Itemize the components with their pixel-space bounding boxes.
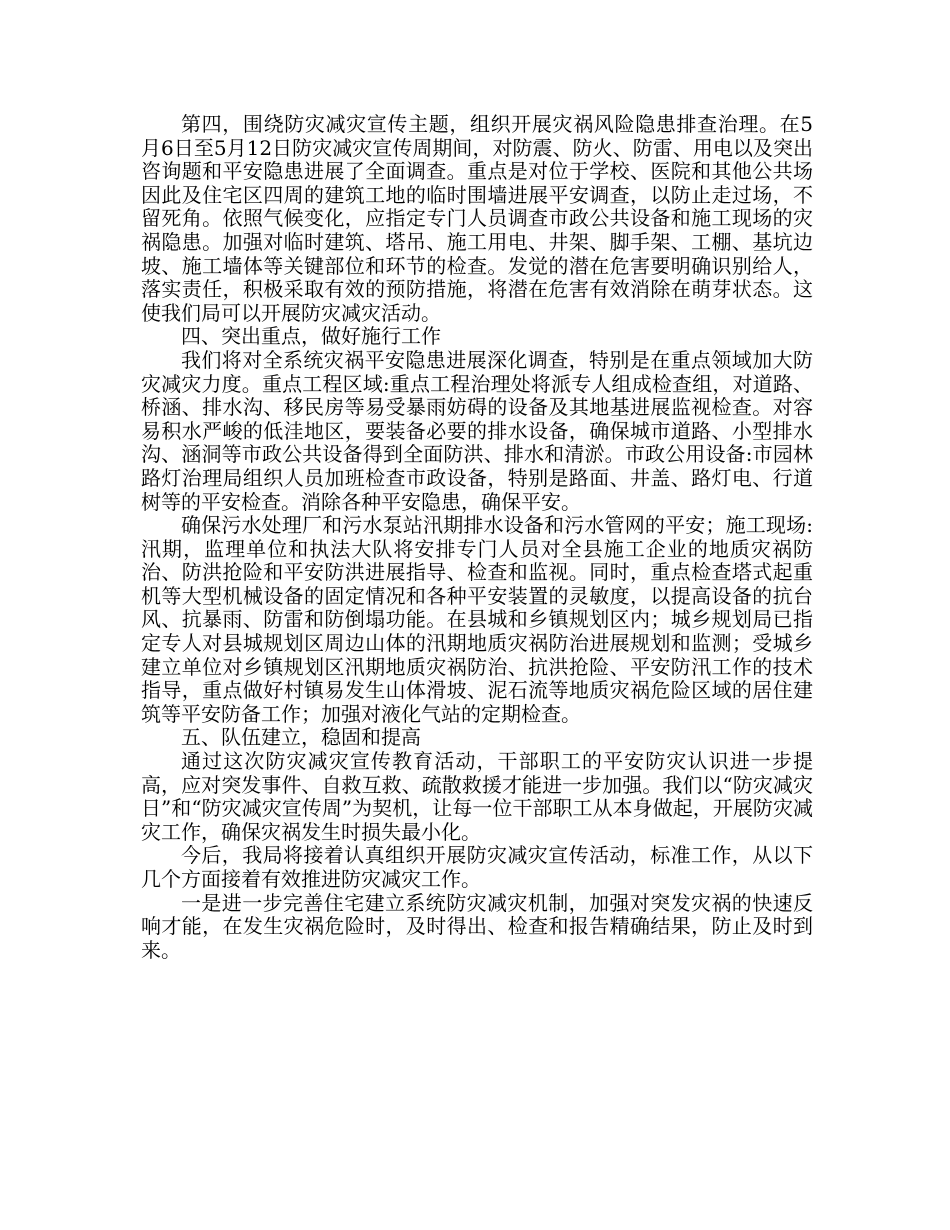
section-heading-four: 四、突出重点，做好施行工作 xyxy=(181,324,441,349)
paragraph-key-areas: 我们将对全系统灾祸平安隐患进展深化调查，特别是在重点领域加大防灾减灾力度。重点工程区域:重点工程治理处将派专人组成检查组，对道路、桥涵、排水沟、移民房等易受暴雨妨碍的设备及其地基进展监视检查。对容易积水严峻的低洼地区，要装备必要的排水设备，确保城市道路、小型排水沟、涵洞等市政公共设备得到全面防洪、排水和清淤。市政公用设备:市园林路灯治理局组织人员加班检查市政设备，特别是路面、井盖、路灯电、行道树等的平安检查。消除各种平安隐患，确保平安。 xyxy=(141,347,813,514)
paragraph-education-results: 通过这次防灾减灾宣传教育活动，干部职工的平安防灾认识进一步提高，应对突发事件、自救互救、疏散救援才能进一步加强。我们以“防灾减灾日”和“防灾减灾宣传周”为契机，让每一位干部职工从本身做起，开展防灾减灾工作，确保灾祸发生时损失最小化。 xyxy=(141,749,813,844)
paragraph-future-plans: 今后，我局将接着认真组织开展防灾减灾宣传活动，标准工作，从以下几个方面接着有效推进防灾减灾工作。 xyxy=(141,843,813,891)
document-body xyxy=(141,113,813,962)
paragraph-sewage-and-construction: 确保污水处理厂和污水泵站汛期排水设备和污水管网的平安；施工现场:汛期，监理单位和执法大队将安排专门人员对全县施工企业的地质灾祸防治、防洪抢险和平安防洪进展指导、检查和监视。同时，重点检查塔式起重机等大型机械设备的固定情况和各种平安装置的灵敏度，以提高设备的抗台风、抗暴雨、防雷和防倒塌功能。在县城和乡镇规划区内；城乡规划局已指定专人对县城规划区周边山体的汛期地质灾祸防治进展规划和监测；受城乡建立单位对乡镇规划区汛期地质灾祸防治、抗洪抢险、平安防汛工作的技术指导，重点做好村镇易发生山体滑坡、泥石流等地质灾祸危险区域的居住建筑等平安防备工作；加强对液化气站的定期检查。 xyxy=(141,513,813,726)
paragraph-disaster-risk-inspection: 第四，围绕防灾减灾宣传主题，组织开展灾祸风险隐患排查治理。在5月6日至5月12日防灾减灾宣传周期间，对防震、防火、防雷、用电以及突出咨询题和平安隐患进展了全面调查。重点是对位于学校、医院和其他公共场因此及住宅区四周的建筑工地的临时围墙进展平安调查，以防止走过场，不留死角。依照气候变化，应指定专门人员调查市政公共设备和施工现场的灾祸隐患。加强对临时建筑、塔吊、施工用电、井架、脚手架、工棚、基坑边坡、施工墙体等关键部位和环节的检查。发觉的潜在危害要明确识别给人，落实责任，积极采取有效的预防措施，将潜在危害有效消除在萌芽状态。这使我们局可以开展防灾减灾活动。 xyxy=(141,112,813,325)
section-heading-five: 五、队伍建立，稳固和提高 xyxy=(181,725,421,750)
paragraph-mechanism-improvement: 一是进一步完善住宅建立系统防灾减灾机制，加强对突发灾祸的快速反响才能，在发生灾祸危险时，及时得出、检查和报告精确结果，防止及时到来。 xyxy=(141,890,813,962)
